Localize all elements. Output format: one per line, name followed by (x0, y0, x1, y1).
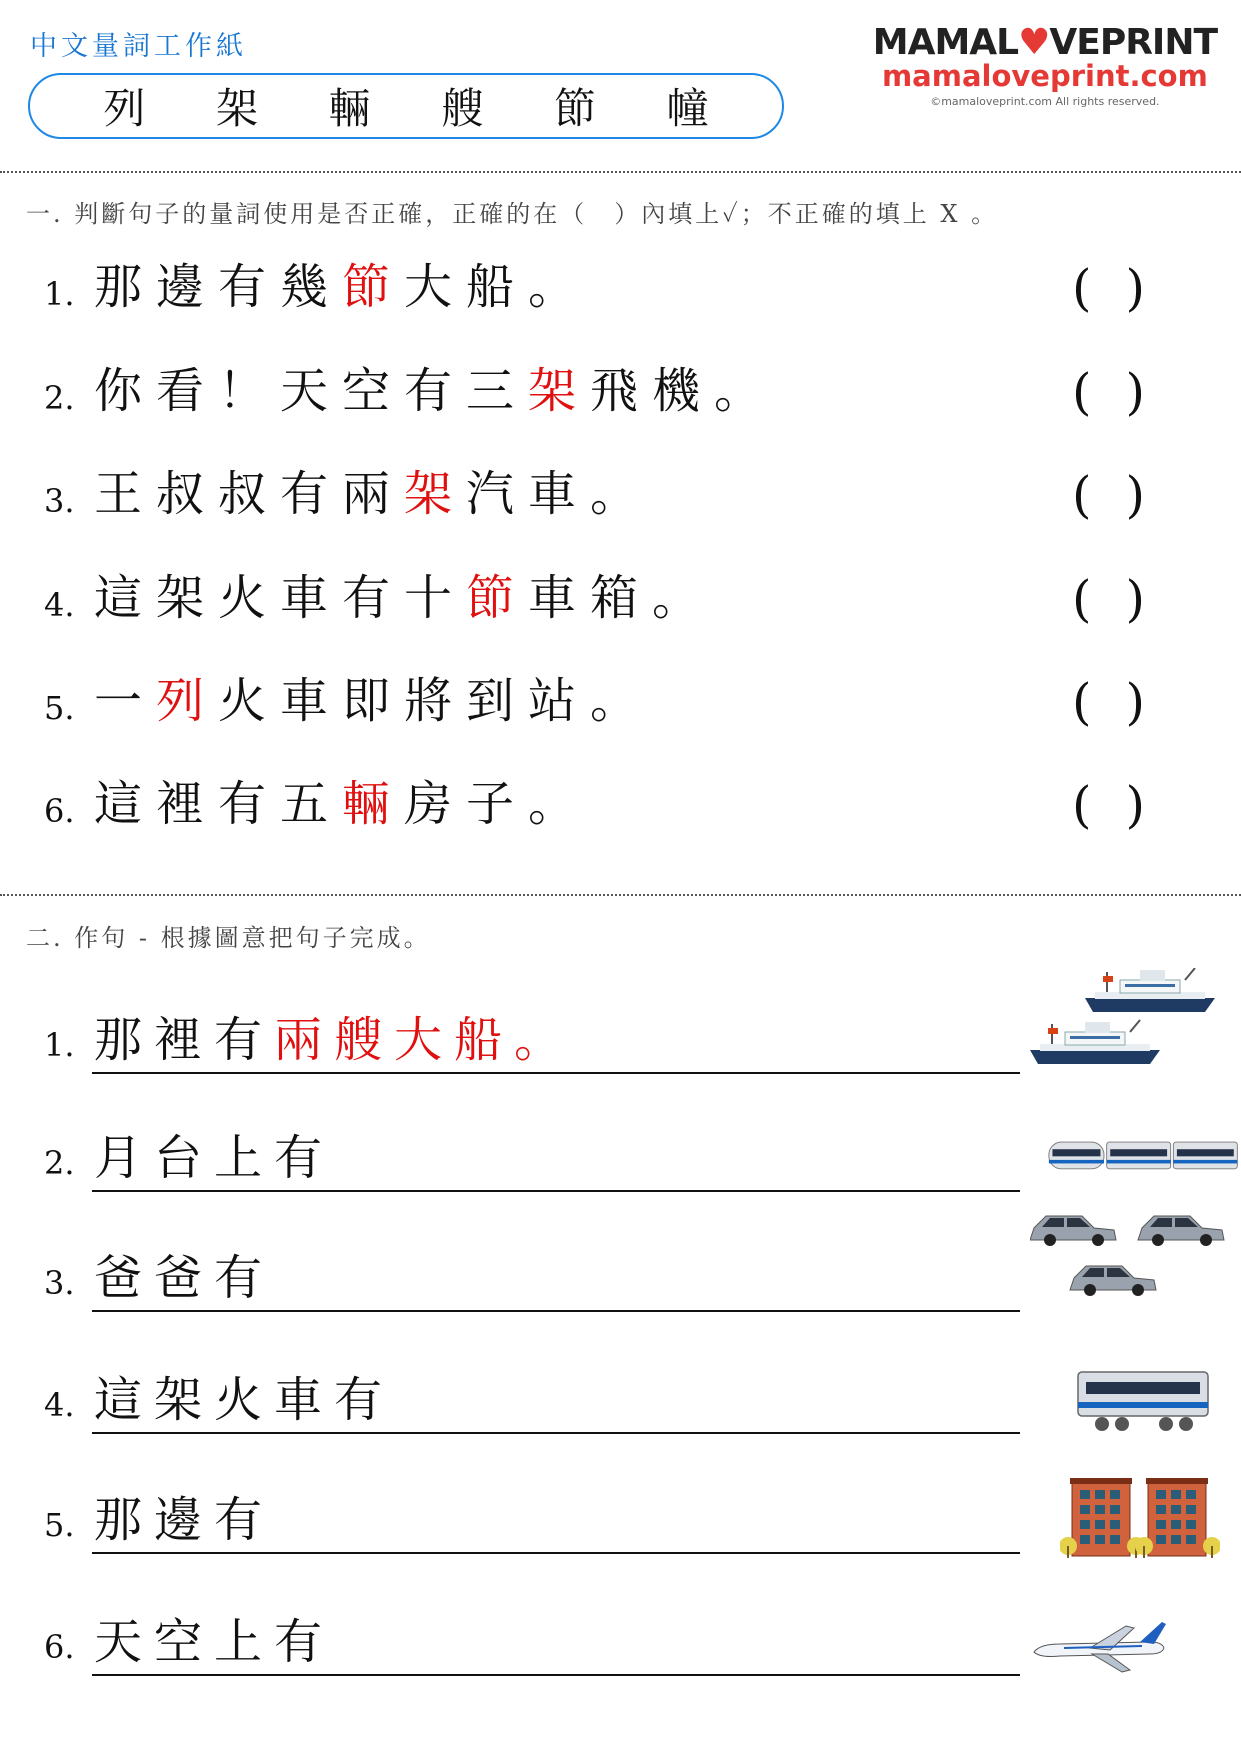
sentence-number: 4. (44, 1386, 75, 1424)
divider (0, 171, 1241, 173)
sentence-before: 王叔叔有兩 (94, 466, 405, 522)
word-bank-item: 幢 (666, 84, 709, 133)
paren-open: ( (1072, 259, 1126, 317)
sentence-before: 你看！天空有三 (94, 363, 529, 419)
question-number: 3. (44, 482, 75, 520)
answer-parentheses[interactable] (1072, 363, 1179, 421)
classifier-word: 輛 (342, 776, 405, 832)
question-number: 1. (44, 275, 75, 313)
sentence-text (94, 1119, 334, 1188)
heart-icon: ♥ (1018, 22, 1050, 63)
train-icon (1040, 1134, 1240, 1188)
sentence-after: 大船。 (404, 259, 591, 315)
sentence-text (94, 1239, 274, 1308)
logo-url: mamaloveprint.com (881, 59, 1208, 93)
answer-parentheses[interactable] (1072, 259, 1179, 317)
paren-close: ) (1125, 466, 1180, 524)
sentence-number: 1. (44, 1026, 75, 1064)
answer-line[interactable] (92, 1674, 1020, 1676)
sentence-before: 那邊有幾 (94, 259, 343, 315)
sentence-prompt: 天空上有 (94, 1614, 335, 1670)
sentence-before: 這架火車有十 (94, 570, 467, 626)
question-row (0, 245, 1241, 325)
paren-close: ) (1125, 673, 1180, 731)
paren-open: ( (1072, 363, 1126, 421)
sentence-answer[interactable]: 兩艘大船。 (274, 1012, 575, 1068)
sentence-text (94, 1481, 274, 1550)
two-ships-icon (1030, 968, 1220, 1082)
paren-close: ) (1125, 259, 1180, 317)
paren-close: ) (1125, 363, 1180, 421)
section2-title: 二. 作句 - 根據圖意把句子完成。 (26, 924, 431, 952)
answer-parentheses[interactable] (1072, 673, 1179, 731)
sentence-prompt: 那裡有 (94, 1012, 275, 1068)
two-buildings-icon (1060, 1476, 1220, 1566)
word-bank-item: 艘 (441, 84, 484, 133)
answer-line[interactable] (92, 1552, 1020, 1554)
paren-open: ( (1072, 466, 1126, 524)
question-row (0, 556, 1241, 636)
question-row (0, 659, 1241, 739)
question-number: 6. (44, 792, 75, 830)
question-sentence (94, 765, 590, 834)
sentence-text (94, 1603, 334, 1672)
divider (0, 894, 1241, 896)
word-bank-item: 列 (103, 84, 146, 133)
section1-title: 一. 判斷句子的量詞使用是否正確，正確的在（ ）內填上✓；不正確的填上 X 。 (26, 200, 999, 228)
sentence-row (0, 988, 1241, 1078)
question-number: 4. (44, 586, 75, 624)
word-bank (28, 73, 784, 139)
airplane-icon (1030, 1618, 1170, 1682)
classifier-word: 架 (528, 363, 591, 419)
sentence-after: 車箱。 (528, 570, 715, 626)
classifier-word: 架 (404, 466, 467, 522)
question-sentence (94, 248, 590, 317)
sentence-number: 3. (44, 1264, 75, 1302)
train-carriage-icon (1074, 1366, 1214, 1440)
sentence-row (0, 1348, 1241, 1438)
sentence-after: 火車即將到站。 (218, 673, 653, 729)
sentence-number: 5. (44, 1506, 75, 1544)
word-bank-item: 輛 (328, 84, 371, 133)
sentence-row (0, 1106, 1241, 1196)
question-number: 5. (44, 689, 75, 727)
copyright: ©mamaloveprint.com All rights reserved. (930, 95, 1160, 108)
sentence-after: 房子。 (404, 776, 591, 832)
question-sentence (94, 455, 652, 524)
logo-text: MAMAL♥VEPRINT (872, 22, 1217, 63)
sentence-before: 這裡有五 (94, 776, 343, 832)
sentence-number: 6. (44, 1628, 75, 1666)
question-sentence (94, 662, 652, 731)
paren-open: ( (1072, 776, 1126, 834)
paren-open: ( (1072, 673, 1126, 731)
answer-line[interactable] (92, 1190, 1020, 1192)
answer-line[interactable] (92, 1310, 1020, 1312)
classifier-word: 節 (466, 570, 529, 626)
answer-parentheses[interactable] (1072, 776, 1179, 834)
question-row (0, 349, 1241, 429)
answer-parentheses[interactable] (1072, 466, 1179, 524)
three-cars-icon (1030, 1210, 1230, 1314)
sentence-text (94, 1361, 394, 1430)
sentence-row (0, 1468, 1241, 1558)
sentence-row (0, 1226, 1241, 1316)
sentence-after: 汽車。 (466, 466, 653, 522)
answer-parentheses[interactable] (1072, 570, 1179, 628)
paren-open: ( (1072, 570, 1126, 628)
sentence-number: 2. (44, 1144, 75, 1182)
sentence-text (94, 1001, 574, 1070)
question-number: 2. (44, 379, 75, 417)
answer-line[interactable] (92, 1432, 1020, 1434)
classifier-word: 節 (342, 259, 405, 315)
sentence-prompt: 那邊有 (94, 1492, 275, 1548)
worksheet-title: 中文量詞工作紙 (30, 31, 247, 62)
sentence-prompt: 爸爸有 (94, 1250, 275, 1306)
sentence-prompt: 這架火車有 (94, 1372, 395, 1428)
classifier-word: 列 (156, 673, 219, 729)
paren-close: ) (1125, 570, 1180, 628)
word-bank-item: 節 (553, 84, 596, 133)
sentence-after: 飛機。 (590, 363, 777, 419)
question-row (0, 452, 1241, 532)
question-sentence (94, 352, 776, 421)
sentence-row (0, 1590, 1241, 1680)
brand-logo (873, 22, 1217, 108)
sentence-prompt: 月台上有 (94, 1130, 335, 1186)
word-bank-item: 架 (215, 84, 258, 133)
sentence-before: 一 (94, 673, 157, 729)
paren-close: ) (1125, 776, 1180, 834)
answer-line[interactable] (92, 1072, 1020, 1074)
question-row (0, 762, 1241, 842)
question-sentence (94, 559, 714, 628)
